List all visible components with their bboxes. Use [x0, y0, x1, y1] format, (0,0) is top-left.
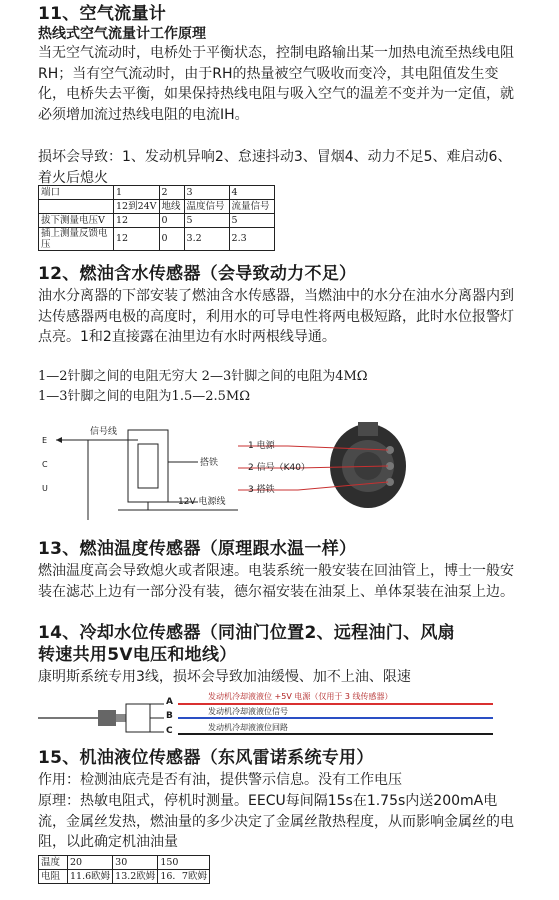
- s15-para1: 作用：检测油底壳是否有油，提供警示信息。没有工作电压: [38, 772, 402, 788]
- s11-table-cell: 0: [159, 228, 184, 251]
- s12-wiring-diagram: [38, 410, 518, 535]
- s15-table-cell: 150: [158, 856, 210, 870]
- pin2-label: 2 信号（K40）: [248, 463, 310, 473]
- s15-table: [38, 855, 210, 884]
- s15-table-cell: 30: [113, 856, 158, 870]
- s11-table-header: 3: [184, 186, 229, 200]
- s11-table-cell: 12: [114, 228, 160, 251]
- s14-title-line1: 14、冷却水位传感器（同油门位置2、远程油门、风扇: [38, 623, 455, 643]
- s13-paragraph: 燃油温度高会导致熄火或者限速。电装系统一般安装在回油管上，博士一般安装在滤芯上边有一部分没有装，德尔福安装在油泵上、单体泵装在油泵上边。: [38, 563, 514, 600]
- s11-table-cell: 3.2: [184, 228, 229, 251]
- s11-table-cell: 拔下测量电压V: [39, 214, 114, 228]
- ecu-letter: U: [42, 484, 48, 493]
- s14-connector-diagram: [38, 690, 498, 744]
- s11-table-cell: 12: [114, 214, 160, 228]
- ecu-letter: C: [42, 460, 48, 469]
- s11-table-header: 端口: [39, 186, 114, 200]
- s15-table-cell: 13.2欧姆: [113, 870, 158, 884]
- s11-table-cell: 地线: [159, 200, 184, 214]
- s14-title-line2: 转速共用5V电压和地线）: [38, 645, 237, 665]
- s12-resistance-line1: 1—2针脚之间的电阻无穷大 2—3针脚之间的电阻为4MΩ: [38, 369, 368, 384]
- s15-table-cell: 温度: [39, 856, 68, 870]
- s12-resistance-line2: 1—3针脚之间的电阻为1.5—2.5MΩ: [38, 389, 250, 404]
- s11-table-header: 4: [229, 186, 274, 200]
- s12-title: 12、燃油含水传感器（会导致动力不足）: [38, 264, 357, 284]
- s14-paragraph: 康明斯系统专用3线，损坏会导致加油缓慢、加不上油、限速: [38, 669, 411, 685]
- s15-table-cell: 11.6欧姆: [68, 870, 113, 884]
- pin-a: A: [166, 697, 173, 707]
- s11-table-cell: 12到24V: [114, 200, 160, 214]
- s11-table: [38, 185, 275, 251]
- ecu-letter: E: [42, 436, 48, 445]
- ground-label: 搭铁: [200, 458, 219, 468]
- s11-paragraph: [38, 43, 522, 125]
- s11-table-header: 1: [114, 186, 160, 200]
- s11-table-cell: 温度信号: [184, 200, 229, 214]
- s11-table-cell: 2.3: [229, 228, 274, 251]
- s11-table-cell: 插上测量反馈电压: [39, 228, 114, 251]
- s15-table-cell: 电阻: [39, 870, 68, 884]
- pin-c: C: [166, 726, 173, 736]
- pin3-label: 3 搭铁: [248, 485, 275, 495]
- s11-damage-text: 损坏会导致：1、发动机异响2、怠速抖动3、冒烟4、动力不足5、难启动6、着火后熄火: [38, 149, 512, 186]
- wire-c-label: 发动机冷却液液位回路: [208, 723, 288, 732]
- wire-b-label: 发动机冷却液液位信号: [208, 707, 288, 716]
- s15-table-cell: 20: [68, 856, 113, 870]
- s15-table-cell: 16．7欧姆: [158, 870, 210, 884]
- supply-label: 12V 电源线: [178, 497, 226, 507]
- s11-title: 11、空气流量计: [38, 4, 167, 24]
- s11-table-cell: 0: [159, 214, 184, 228]
- s12-paragraph: 油水分离器的下部安装了燃油含水传感器，当燃油中的水分在油水分离器内到达传感器两电极的高度时，利用水的可导电性将两电极短路，此时水位报警灯点亮。1和2直接露在油里边有水时两根线导通。: [38, 288, 514, 345]
- s13-title: 13、燃油温度传感器（原理跟水温一样）: [38, 539, 357, 559]
- s11-subtitle: 热线式空气流量计工作原理: [38, 26, 206, 42]
- s11-table-cell: 5: [184, 214, 229, 228]
- s11-para-part1: 当无空气流动时，电桥处于平衡状态，控制电路输出某一加热电流至热线电阻RH；: [38, 45, 514, 82]
- pin-b: B: [166, 711, 173, 721]
- s11-para-part2: 当有空气流动时，由于RH的热量被空气吸收而变冷，其电阻值发生变化，电桥失去平衡，如果保持热线电阻与吸入空气的温差不变并为一定值，就必须增加流过热线电阻的电流IH。: [38, 65, 514, 123]
- s11-table-header: 2: [159, 186, 184, 200]
- s15-title: 15、机油液位传感器（东风雷诺系统专用）: [38, 748, 374, 768]
- s11-table-cell: 5: [229, 214, 274, 228]
- s11-table-cell: 流量信号: [229, 200, 274, 214]
- s15-para2: 原理：热敏电阻式，停机时测量。EECU每间隔15s在1.75s内送200mA电流，金属丝发热，燃油量的多少决定了金属丝散热程度，从而影响金属丝的电阻，以此确定机油油量: [38, 793, 514, 850]
- pin1-label: 1 电源: [248, 441, 275, 451]
- wire-a-label: 发动机冷却液液位 +5V 电源（仅用于 3 线传感器）: [208, 692, 393, 701]
- signal-wire-label: 信号线: [90, 427, 118, 437]
- s11-table-cell: [39, 200, 114, 214]
